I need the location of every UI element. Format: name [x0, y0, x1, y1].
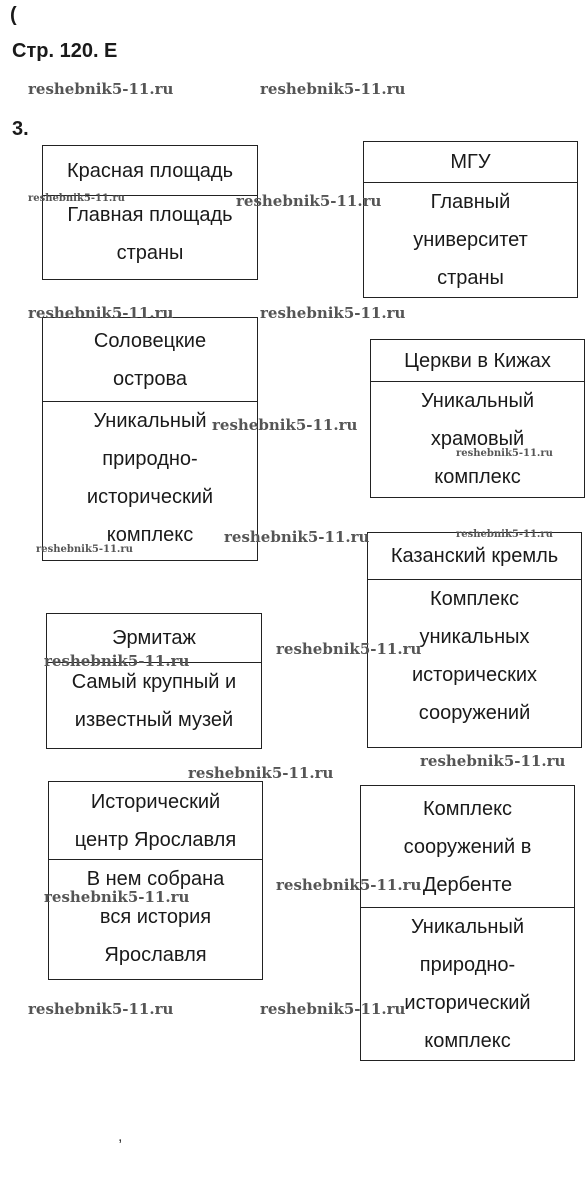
- bottom-mark: ,: [118, 1128, 123, 1145]
- card-title: Соловецкие острова: [43, 318, 257, 402]
- watermark: reshebnik5-11.ru: [260, 80, 406, 98]
- card-yaroslavl: [48, 781, 263, 980]
- page-title: Стр. 120. Е: [12, 40, 118, 62]
- card-title: Комплекс сооружений в Дербенте: [361, 786, 574, 908]
- watermark: reshebnik5-11.ru: [420, 752, 566, 770]
- card-title: Красная площадь: [43, 146, 257, 196]
- watermark: reshebnik5-11.ru: [236, 192, 382, 210]
- watermark: reshebnik5-11.ru: [28, 1000, 174, 1018]
- card-red-square: [42, 145, 258, 280]
- card-description: Комплекс уникальных исторических сооружений: [412, 588, 537, 724]
- watermark: reshebnik5-11.ru: [36, 544, 133, 555]
- card-title: МГУ: [364, 142, 577, 183]
- watermark: reshebnik5-11.ru: [276, 640, 422, 658]
- watermark: reshebnik5-11.ru: [28, 80, 174, 98]
- card-kazan-kremlin: [367, 532, 582, 748]
- card-description: Уникальный природно-исторический комплекс: [86, 410, 214, 546]
- card-description: Уникальный храмовый комплекс: [420, 390, 535, 488]
- watermark: reshebnik5-11.ru: [44, 888, 190, 906]
- card-title: Исторический центр Ярославля: [49, 782, 262, 860]
- watermark: reshebnik5-11.ru: [188, 764, 334, 782]
- watermark: reshebnik5-11.ru: [28, 193, 125, 204]
- watermark: reshebnik5-11.ru: [44, 652, 190, 670]
- card-description: Самый крупный и известный музей: [71, 671, 237, 731]
- card-description: Главный университет страны: [413, 191, 528, 289]
- card-msu: [363, 141, 578, 298]
- watermark: reshebnik5-11.ru: [260, 304, 406, 322]
- corner-mark: (: [10, 4, 17, 26]
- card-hermitage: [46, 613, 262, 749]
- card-description: Уникальный природно-исторический комплекс: [404, 916, 531, 1052]
- card-title: Казанский кремль: [368, 533, 581, 580]
- watermark: reshebnik5-11.ru: [456, 529, 553, 540]
- card-title: Эрмитаж: [47, 614, 261, 663]
- task-number: 3.: [12, 118, 29, 140]
- card-description: В нем собрана вся история Ярославля: [86, 868, 225, 966]
- watermark: reshebnik5-11.ru: [260, 1000, 406, 1018]
- watermark: reshebnik5-11.ru: [212, 416, 358, 434]
- card-title: Церкви в Кижах: [371, 340, 584, 382]
- card-kizhi: [370, 339, 585, 498]
- card-solovetsky: [42, 317, 258, 561]
- watermark: reshebnik5-11.ru: [224, 528, 370, 546]
- card-derbent: [360, 785, 575, 1061]
- watermark: reshebnik5-11.ru: [28, 304, 174, 322]
- watermark: reshebnik5-11.ru: [276, 876, 422, 894]
- card-description: Главная площадь страны: [67, 204, 233, 264]
- watermark: reshebnik5-11.ru: [456, 448, 553, 459]
